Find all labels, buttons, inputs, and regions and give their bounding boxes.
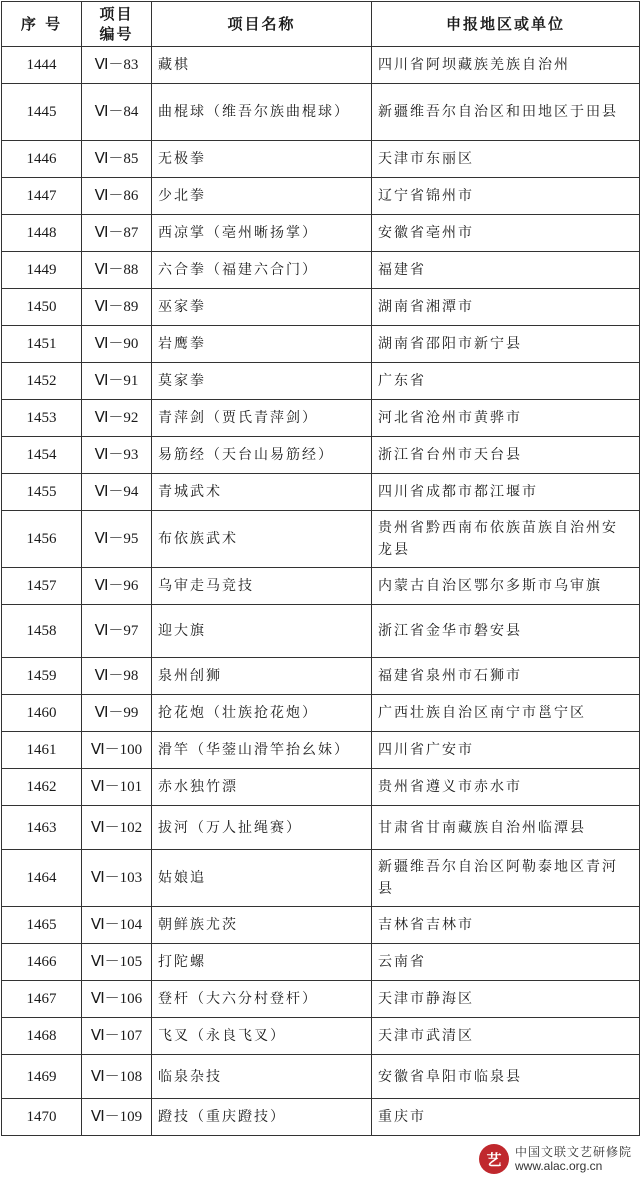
- cell-region: 辽宁省锦州市: [372, 178, 640, 215]
- cell-project-code: Ⅵ－87: [82, 215, 152, 252]
- table-row: [2, 363, 640, 400]
- cell-project-name: 打陀螺: [152, 944, 372, 981]
- cell-project-name: 曲棍球（维吾尔族曲棍球）: [152, 84, 372, 141]
- cell-region: 重庆市: [372, 1099, 640, 1136]
- table-row: [2, 1099, 640, 1136]
- cell-project-code: Ⅵ－98: [82, 658, 152, 695]
- header-project-name: 项目名称: [152, 2, 372, 47]
- cell-region: 吉林省吉林市: [372, 907, 640, 944]
- header-project-code: 项目 编号: [82, 2, 152, 47]
- cell-region: 四川省阿坝藏族羌族自治州: [372, 47, 640, 84]
- cell-region: 天津市静海区: [372, 981, 640, 1018]
- cell-project-name: 迎大旗: [152, 605, 372, 658]
- cell-region: 天津市武清区: [372, 1018, 640, 1055]
- cell-project-code: Ⅵ－101: [82, 769, 152, 806]
- cell-project-code: Ⅵ－88: [82, 252, 152, 289]
- cell-project-code: Ⅵ－95: [82, 511, 152, 568]
- table-row: [2, 769, 640, 806]
- cell-project-name: 巫家拳: [152, 289, 372, 326]
- cell-serial: 1446: [2, 141, 82, 178]
- cell-region: 湖南省邵阳市新宁县: [372, 326, 640, 363]
- header-serial: 序 号: [2, 2, 82, 47]
- table-row: [2, 981, 640, 1018]
- cell-project-code: Ⅵ－102: [82, 806, 152, 850]
- table-row: [2, 252, 640, 289]
- table-row: [2, 732, 640, 769]
- cell-project-name: 西凉掌（亳州晰扬掌）: [152, 215, 372, 252]
- cell-serial: 1469: [2, 1055, 82, 1099]
- cell-project-code: Ⅵ－109: [82, 1099, 152, 1136]
- table-row: [2, 215, 640, 252]
- cell-project-code: Ⅵ－92: [82, 400, 152, 437]
- cell-serial: 1461: [2, 732, 82, 769]
- cell-serial: 1460: [2, 695, 82, 732]
- cell-region: 云南省: [372, 944, 640, 981]
- table-row: [2, 1018, 640, 1055]
- cell-serial: 1457: [2, 568, 82, 605]
- cell-region: 天津市东丽区: [372, 141, 640, 178]
- cell-serial: 1466: [2, 944, 82, 981]
- cell-region: 浙江省金华市磐安县: [372, 605, 640, 658]
- cell-serial: 1447: [2, 178, 82, 215]
- table-row: [2, 47, 640, 84]
- seal-logo-icon: 艺: [479, 1144, 509, 1174]
- table-row: [2, 568, 640, 605]
- cell-project-code: Ⅵ－85: [82, 141, 152, 178]
- cell-project-name: 临泉杂技: [152, 1055, 372, 1099]
- cell-project-name: 蹬技（重庆蹬技）: [152, 1099, 372, 1136]
- cell-project-name: 抢花炮（壮族抢花炮）: [152, 695, 372, 732]
- cell-project-name: 藏棋: [152, 47, 372, 84]
- cell-serial: 1450: [2, 289, 82, 326]
- cell-region: 四川省广安市: [372, 732, 640, 769]
- cell-region: 贵州省遵义市赤水市: [372, 769, 640, 806]
- cell-project-name: 青城武术: [152, 474, 372, 511]
- cell-project-name: 六合拳（福建六合门）: [152, 252, 372, 289]
- cell-region: 浙江省台州市天台县: [372, 437, 640, 474]
- cell-serial: 1465: [2, 907, 82, 944]
- cell-project-code: Ⅵ－89: [82, 289, 152, 326]
- cell-project-code: Ⅵ－105: [82, 944, 152, 981]
- cell-serial: 1455: [2, 474, 82, 511]
- cell-project-code: Ⅵ－103: [82, 850, 152, 907]
- cell-project-name: 登杆（大六分村登杆）: [152, 981, 372, 1018]
- cell-serial: 1459: [2, 658, 82, 695]
- cell-project-code: Ⅵ－106: [82, 981, 152, 1018]
- cell-project-code: Ⅵ－100: [82, 732, 152, 769]
- cell-project-name: 莫家拳: [152, 363, 372, 400]
- cell-project-code: Ⅵ－108: [82, 1055, 152, 1099]
- cell-serial: 1453: [2, 400, 82, 437]
- cell-project-name: 飞叉（永良飞叉）: [152, 1018, 372, 1055]
- cell-region: 福建省泉州市石狮市: [372, 658, 640, 695]
- cell-project-code: Ⅵ－91: [82, 363, 152, 400]
- table-row: [2, 806, 640, 850]
- cell-serial: 1468: [2, 1018, 82, 1055]
- table-row: [2, 84, 640, 141]
- table-row: [2, 437, 640, 474]
- table-row: [2, 326, 640, 363]
- cell-serial: 1456: [2, 511, 82, 568]
- header-region: 申报地区或单位: [372, 2, 640, 47]
- cell-region: 四川省成都市都江堰市: [372, 474, 640, 511]
- cell-project-code: Ⅵ－84: [82, 84, 152, 141]
- cell-project-code: Ⅵ－93: [82, 437, 152, 474]
- cell-project-code: Ⅵ－83: [82, 47, 152, 84]
- cell-project-code: Ⅵ－107: [82, 1018, 152, 1055]
- cell-serial: 1464: [2, 850, 82, 907]
- table-row: [2, 141, 640, 178]
- cell-project-name: 易筋经（天台山易筋经）: [152, 437, 372, 474]
- table-row: [2, 1055, 640, 1099]
- table-row: [2, 658, 640, 695]
- cell-project-code: Ⅵ－96: [82, 568, 152, 605]
- cell-project-name: 无极拳: [152, 141, 372, 178]
- cell-serial: 1448: [2, 215, 82, 252]
- table-row: [2, 511, 640, 568]
- cell-serial: 1454: [2, 437, 82, 474]
- cell-region: 安徽省亳州市: [372, 215, 640, 252]
- cell-serial: 1462: [2, 769, 82, 806]
- cell-serial: 1470: [2, 1099, 82, 1136]
- watermark: [479, 1144, 632, 1174]
- cell-region: 贵州省黔西南布依族苗族自治州安龙县: [372, 511, 640, 568]
- heritage-project-table: [1, 1, 640, 1136]
- table-row: [2, 400, 640, 437]
- cell-serial: 1451: [2, 326, 82, 363]
- cell-project-name: 青萍剑（贾氏青萍剑）: [152, 400, 372, 437]
- table-row: [2, 907, 640, 944]
- cell-project-name: 泉州刣狮: [152, 658, 372, 695]
- cell-serial: 1449: [2, 252, 82, 289]
- cell-project-name: 拔河（万人扯绳赛）: [152, 806, 372, 850]
- table-row: [2, 695, 640, 732]
- table-body: [2, 47, 640, 1136]
- cell-serial: 1467: [2, 981, 82, 1018]
- cell-region: 安徽省阜阳市临泉县: [372, 1055, 640, 1099]
- cell-serial: 1463: [2, 806, 82, 850]
- table-row: [2, 605, 640, 658]
- cell-region: 内蒙古自治区鄂尔多斯市乌审旗: [372, 568, 640, 605]
- cell-project-code: Ⅵ－94: [82, 474, 152, 511]
- cell-region: 新疆维吾尔自治区阿勒泰地区青河县: [372, 850, 640, 907]
- cell-project-name: 布依族武术: [152, 511, 372, 568]
- cell-project-code: Ⅵ－104: [82, 907, 152, 944]
- cell-serial: 1458: [2, 605, 82, 658]
- cell-project-name: 姑娘追: [152, 850, 372, 907]
- cell-region: 新疆维吾尔自治区和田地区于田县: [372, 84, 640, 141]
- table-row: [2, 289, 640, 326]
- cell-project-name: 滑竿（华蓥山滑竿抬幺妹）: [152, 732, 372, 769]
- cell-region: 广西壮族自治区南宁市邕宁区: [372, 695, 640, 732]
- table-header-row: [2, 2, 640, 47]
- cell-region: 湖南省湘潭市: [372, 289, 640, 326]
- cell-project-name: 岩鹰拳: [152, 326, 372, 363]
- cell-serial: 1444: [2, 47, 82, 84]
- cell-serial: 1445: [2, 84, 82, 141]
- watermark-url: www.alac.org.cn: [514, 1159, 603, 1173]
- cell-serial: 1452: [2, 363, 82, 400]
- table-row: [2, 944, 640, 981]
- cell-region: 甘肃省甘南藏族自治州临潭县: [372, 806, 640, 850]
- cell-project-name: 少北拳: [152, 178, 372, 215]
- cell-project-code: Ⅵ－90: [82, 326, 152, 363]
- cell-project-code: Ⅵ－97: [82, 605, 152, 658]
- cell-project-name: 赤水独竹漂: [152, 769, 372, 806]
- table-row: [2, 474, 640, 511]
- cell-project-code: Ⅵ－99: [82, 695, 152, 732]
- cell-project-name: 朝鲜族尤茨: [152, 907, 372, 944]
- cell-project-code: Ⅵ－86: [82, 178, 152, 215]
- table-row: [2, 850, 640, 907]
- cell-region: 河北省沧州市黄骅市: [372, 400, 640, 437]
- watermark-name: 中国文联文艺研修院: [514, 1145, 632, 1159]
- cell-project-name: 乌审走马竞技: [152, 568, 372, 605]
- cell-region: 福建省: [372, 252, 640, 289]
- table-row: [2, 178, 640, 215]
- cell-region: 广东省: [372, 363, 640, 400]
